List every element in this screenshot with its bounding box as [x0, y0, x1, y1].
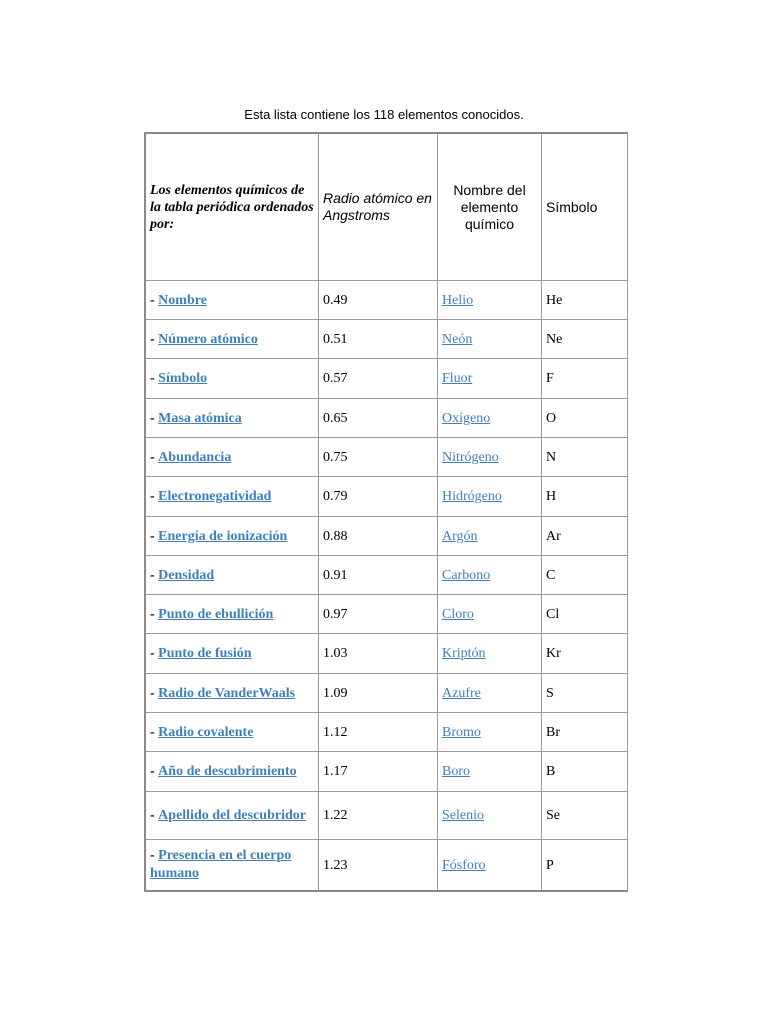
element-link[interactable]: Boro — [442, 764, 470, 779]
radius-cell: 1.22 — [319, 792, 438, 840]
table-row — [146, 399, 628, 438]
sort-link-nombre[interactable]: Nombre — [158, 292, 207, 308]
symbol-cell: P — [542, 840, 628, 890]
radius-cell: 1.17 — [319, 752, 438, 792]
row-dash: - — [150, 606, 155, 622]
row-dash: - — [150, 489, 155, 504]
table-row — [146, 556, 628, 595]
row-dash: - — [150, 848, 155, 863]
table-row — [146, 320, 628, 359]
symbol-cell: S — [542, 674, 628, 713]
symbol-cell: Ne — [542, 320, 628, 359]
radius-cell: 0.49 — [319, 281, 438, 320]
sort-link-radio-vanderwaals[interactable]: Radio de VanderWaals — [158, 685, 296, 701]
sort-link-punto-ebullicion[interactable]: Punto de ebullición — [158, 606, 274, 622]
table-row — [146, 840, 628, 890]
radius-cell: 1.12 — [319, 713, 438, 752]
symbol-cell: C — [542, 556, 628, 595]
symbol-cell: N — [542, 438, 628, 477]
sort-link-punto-fusion[interactable]: Punto de fusión — [158, 646, 252, 661]
element-link[interactable]: Argón — [442, 528, 478, 544]
element-link[interactable]: Bromo — [442, 724, 481, 740]
element-link[interactable]: Kriptón — [442, 646, 486, 661]
table-row — [146, 517, 628, 556]
element-link[interactable]: Oxígeno — [442, 410, 491, 426]
row-dash: - — [150, 292, 155, 308]
table-row — [146, 477, 628, 517]
row-dash: - — [150, 410, 155, 426]
element-link[interactable]: Cloro — [442, 606, 474, 622]
header-symbol: Símbolo — [542, 134, 628, 281]
radius-cell: 0.91 — [319, 556, 438, 595]
radius-cell: 0.65 — [319, 399, 438, 438]
sort-link-ano-descubrimiento[interactable]: Año de descubrimiento — [158, 764, 297, 779]
table-row — [146, 713, 628, 752]
radius-cell: 0.57 — [319, 359, 438, 399]
symbol-cell: Ar — [542, 517, 628, 556]
sort-link-presencia-cuerpo-humano[interactable]: Presencia en el cuerpo humano — [150, 848, 292, 881]
symbol-cell: H — [542, 477, 628, 517]
row-dash: - — [150, 449, 155, 465]
radius-cell: 1.23 — [319, 840, 438, 890]
header-criteria: Los elementos químicos de la tabla periódica ordenados por: — [146, 134, 319, 281]
header-radius: Radio atómico en Angstroms — [319, 134, 438, 281]
sort-link-simbolo[interactable]: Símbolo — [158, 371, 208, 386]
row-dash: - — [150, 567, 155, 583]
radius-cell: 0.79 — [319, 477, 438, 517]
symbol-cell: Kr — [542, 634, 628, 674]
elements-table — [144, 132, 628, 892]
row-dash: - — [150, 646, 155, 661]
table-row — [146, 359, 628, 399]
row-dash: - — [150, 331, 155, 347]
sort-link-apellido-descubridor[interactable]: Apellido del descubridor — [158, 808, 306, 823]
sort-link-densidad[interactable]: Densidad — [158, 567, 215, 583]
intro-text: Esta lista contiene los 118 elementos conocidos. — [244, 107, 524, 122]
table-row — [146, 281, 628, 320]
table-row — [146, 438, 628, 477]
sort-link-electronegatividad[interactable]: Electronegatividad — [158, 489, 272, 504]
symbol-cell: O — [542, 399, 628, 438]
table-row — [146, 752, 628, 792]
sort-link-numero-atomico[interactable]: Número atómico — [158, 331, 258, 347]
table-row — [146, 674, 628, 713]
element-link[interactable]: Fósforo — [442, 857, 486, 873]
row-dash: - — [150, 764, 155, 779]
element-link[interactable]: Carbono — [442, 567, 491, 583]
element-link[interactable]: Selenio — [442, 808, 484, 823]
element-link[interactable]: Hidrógeno — [442, 489, 502, 504]
radius-cell: 0.88 — [319, 517, 438, 556]
sort-link-abundancia[interactable]: Abundancia — [158, 449, 232, 465]
symbol-cell: B — [542, 752, 628, 792]
symbol-cell: Br — [542, 713, 628, 752]
symbol-cell: Cl — [542, 595, 628, 634]
radius-cell: 0.97 — [319, 595, 438, 634]
symbol-cell: He — [542, 281, 628, 320]
radius-cell: 1.03 — [319, 634, 438, 674]
row-dash: - — [150, 724, 155, 740]
sort-link-radio-covalente[interactable]: Radio covalente — [158, 724, 254, 740]
element-link[interactable]: Helio — [442, 292, 474, 308]
element-link[interactable]: Nitrógeno — [442, 449, 499, 465]
symbol-cell: F — [542, 359, 628, 399]
element-link[interactable]: Fluor — [442, 371, 473, 386]
radius-cell: 0.75 — [319, 438, 438, 477]
element-link[interactable]: Neón — [442, 331, 473, 347]
table-row — [146, 595, 628, 634]
sort-link-energia-ionizacion[interactable]: Energía de ionización — [158, 528, 288, 544]
radius-cell: 1.09 — [319, 674, 438, 713]
row-dash: - — [150, 528, 155, 544]
row-dash: - — [150, 685, 155, 701]
table-header-row — [146, 134, 628, 281]
table-row — [146, 792, 628, 840]
element-link[interactable]: Azufre — [442, 685, 481, 701]
row-dash: - — [150, 371, 155, 386]
table-row — [146, 634, 628, 674]
sort-link-masa-atomica[interactable]: Masa atómica — [158, 410, 242, 426]
radius-cell: 0.51 — [319, 320, 438, 359]
row-dash: - — [150, 808, 155, 823]
symbol-cell: Se — [542, 792, 628, 840]
header-element-name: Nombre del elemento químico — [438, 134, 542, 281]
